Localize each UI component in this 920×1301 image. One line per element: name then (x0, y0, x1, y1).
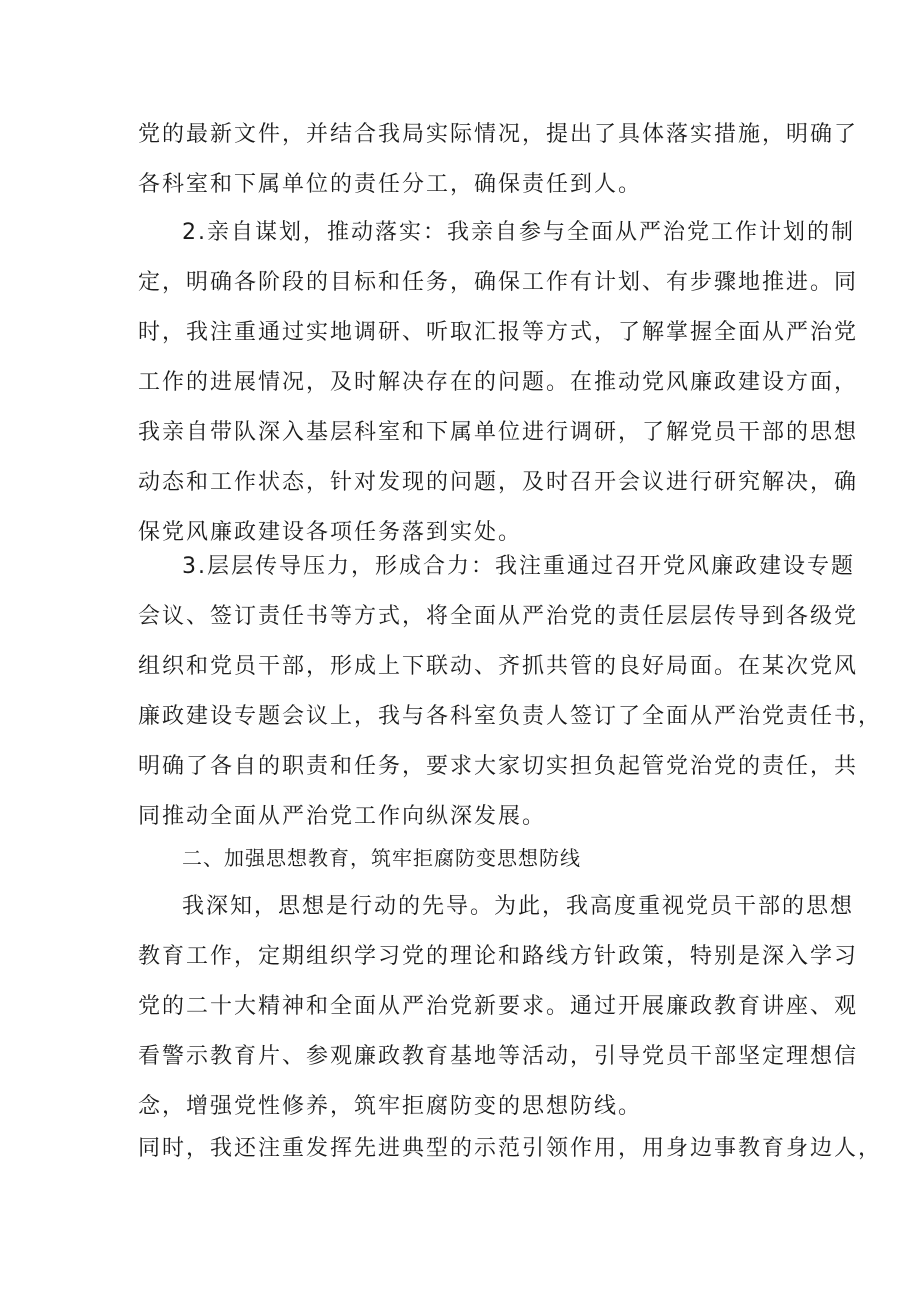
paragraph-continuation (0, 110, 920, 210)
text-line: 我深知，思想是行动的先导。为此，我高度重视党员干部的思想 (182, 894, 855, 919)
paragraph-item-3 (0, 542, 920, 842)
text-line: 同推动全面从严治党工作向纵深发展。 (138, 804, 547, 829)
text-line: 3.层层传导压力，形成合力：我注重通过召开党风廉政建设专题 (182, 554, 855, 579)
text-line: 各科室和下属单位的责任分工，确保责任到人。 (138, 172, 643, 197)
text-line: 看警示教育片、参观廉政教育基地等活动，引导党员干部坚定理想信 (138, 1044, 859, 1069)
text-line: 我亲自带队深入基层科室和下属单位进行调研，了解党员干部的思想 (138, 420, 859, 445)
paragraph-examples (0, 1124, 920, 1174)
text-line: 同时，我还注重发挥先进典型的示范引领作用，用身边事教育身边人， (138, 1136, 883, 1161)
paragraph-item-2 (0, 208, 920, 558)
text-line: 教育工作，定期组织学习党的理论和路线方针政策，特别是深入学习 (138, 944, 859, 969)
text-line: 廉政建设专题会议上，我与各科室负责人签订了全面从严治党责任书， (138, 704, 883, 729)
text-line: 工作的进展情况，及时解决存在的问题。在推动党风廉政建设方面， (138, 370, 859, 395)
text-line: 定，明确各阶段的目标和任务，确保工作有计划、有步骤地推进。同 (138, 270, 859, 295)
text-line: 时，我注重通过实地调研、听取汇报等方式，了解掌握全面从严治党 (138, 320, 859, 345)
paragraph-thought-education (0, 882, 920, 1132)
section-heading: 二、加强思想教育，筑牢拒腐防变思想防线 (182, 846, 581, 870)
text-line: 会议、签订责任书等方式，将全面从严治党的责任层层传导到各级党 (138, 604, 859, 629)
text-line: 念，增强党性修养，筑牢拒腐防变的思想防线。 (138, 1094, 643, 1119)
text-line: 明确了各自的职责和任务，要求大家切实担负起管党治党的责任，共 (138, 754, 859, 779)
text-line: 组织和党员干部，形成上下联动、齐抓共管的良好局面。在某次党风 (138, 654, 859, 679)
text-line: 党的最新文件，并结合我局实际情况，提出了具体落实措施，明确了 (138, 122, 859, 147)
text-line: 2.亲自谋划，推动落实：我亲自参与全面从严治党工作计划的制 (182, 220, 855, 245)
text-line: 动态和工作状态，针对发现的问题，及时召开会议进行研究解决，确 (138, 470, 859, 495)
text-line: 党的二十大精神和全面从严治党新要求。通过开展廉政教育讲座、观 (138, 994, 859, 1019)
text-line: 保党风廉政建设各项任务落到实处。 (138, 520, 523, 545)
